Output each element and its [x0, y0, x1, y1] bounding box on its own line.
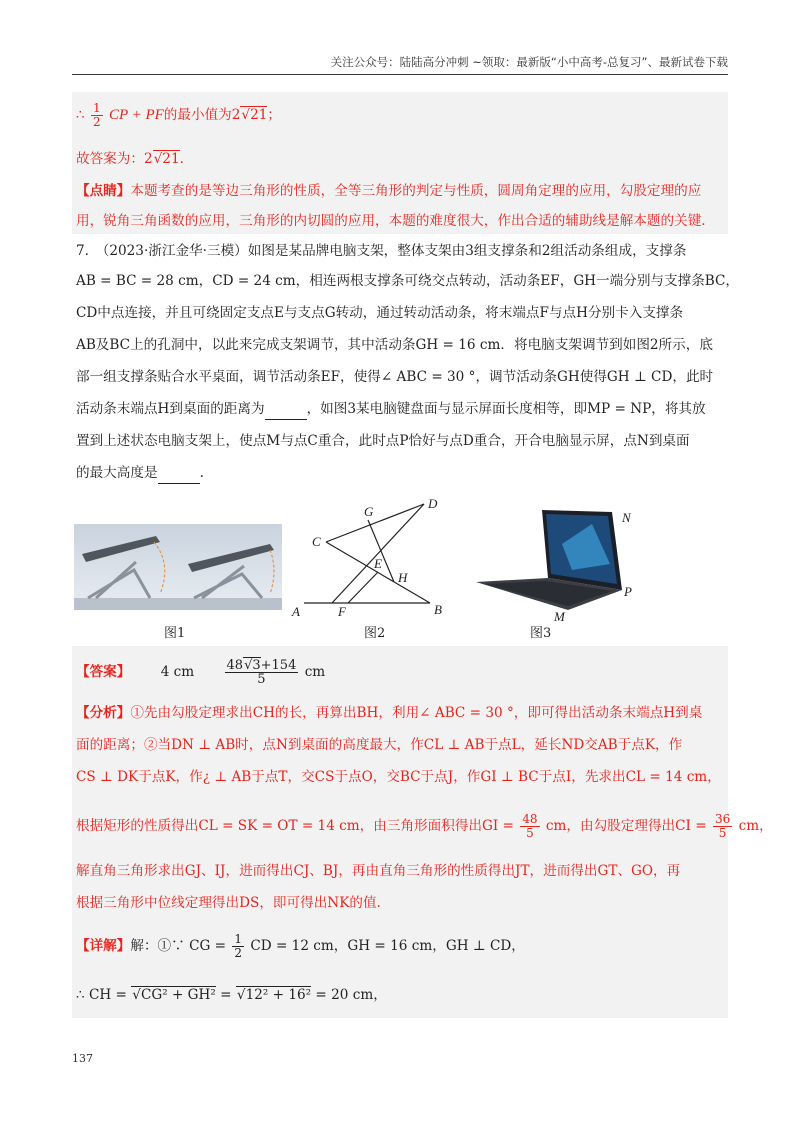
label-h: H: [398, 570, 408, 585]
detail-tag: 【详解】: [76, 938, 131, 954]
detail-line-1: 【详解】解：①∵ CG = $\frac{1}{2}$ CD = 12 cm，GH = 16 cm，GH ⊥ CD，: [76, 932, 525, 960]
problem-line-2: AB = BC = 28 cm，CD = 24 cm，相连两根支撑条可绕交点转动，活动条EF，GH一端分别与支撑条BC，: [76, 273, 740, 289]
label-n: N: [622, 510, 631, 525]
analysis-line-2: 面的距离；②当DN ⊥ AB时，点N到桌面的高度最大，作CL ⊥ AB于点L，延长ND交AB于点K，作: [76, 737, 683, 753]
problem-line-1: 7. （2023·浙江金华·三模）如图是某品牌电脑支架，整体支架由3组支撑条和2组活动条组成，支撑条: [76, 243, 687, 259]
problem-line-5: 部一组支撑条贴合水平桌面，调节活动条EF，使得∠ ABC = 30 °，调节活动条GH使得GH ⊥ CD，此时: [76, 369, 714, 385]
comment-tag: 【点睛】: [76, 183, 131, 199]
line-e-f: [348, 572, 378, 603]
answer-line: 【答案】 4 cm $\frac{48√3+154}{5}$ cm: [76, 658, 326, 687]
fraction-half: $\frac{1}{2}$: [92, 101, 101, 129]
figure-2-caption: 图2: [364, 626, 386, 641]
label-g: G: [364, 504, 374, 519]
analysis-tag: 【分析】: [76, 705, 131, 721]
answer-tag: 【答案】: [76, 664, 131, 680]
analysis-line-5: 解直角三角形求出GJ、IJ，进而得出CJ、BJ，再由直角三角形的性质得出JT，进而得出GT、GO，再: [76, 863, 681, 879]
answer-fraction: $\frac{48√3+154}{5}$: [226, 658, 297, 687]
comment-line-1: 【点睛】本题考查的是等边三角形的性质，全等三角形的判定与性质，圆周角定理的应用，勾股定理的应: [76, 183, 702, 199]
label-b: B: [434, 602, 442, 617]
label-d: D: [428, 496, 438, 511]
label-a: A: [292, 604, 300, 619]
answer-blank-2: [158, 469, 200, 484]
problem-line-3: CD中点连接，并且可绕固定支点E与支点G转动，通过转动活动条，将末端点F与点H分别卡入支撑条: [76, 305, 684, 321]
page-header: 关注公众号：陆陆高分冲刺 ~领取：最新版“小中高考-总复习”、最新试卷下载: [330, 55, 728, 69]
analysis-line-3: CS ⊥ DK于点K，作¿ ⊥ AB于点T，交CS于点O，交BC于点J，作GI ⊥ BC于点I，先求出CL = 14 cm，: [76, 769, 721, 785]
answer-blank-1: [265, 405, 307, 420]
problem-line-8: 的最大高度是 .: [76, 462, 724, 484]
answer-conclusion: 故答案为：2√21.: [76, 151, 184, 167]
detail-line-2: ∴ CH = √CG² + GH² = √12² + 16² = 20 cm，: [76, 987, 387, 1003]
label-m: M: [554, 609, 565, 624]
problem-line-4: AB及BC上的孔洞中，以此来完成支架调节，其中活动条GH = 16 cm．将电脑支架调节到如图2所示，底: [76, 337, 713, 353]
header-rule: [72, 74, 728, 75]
problem-line-6: 活动条末端点H到桌面的距离为 ，如图3某电脑键盘面与显示屏面长度相等，即MP = NP，将其放: [76, 398, 724, 420]
analysis-line-1: 【分析】①先由勾股定理求出CH的长，再算出BH，利用∠ ABC = 30 °，即可得出活动条末端点H到桌: [76, 705, 703, 721]
label-c: C: [312, 534, 321, 549]
label-f: F: [338, 604, 346, 619]
analysis-line-4: 根据矩形的性质得出CL = SK = OT = 14 cm，由三角形面积得出GI = $\frac{48}{5}$ cm，由勾股定理得出CI = $\frac{36}{5}$ cm，: [76, 812, 773, 840]
figure-1-stand-photo: [74, 524, 282, 610]
comment-line-2: 用，锐角三角函数的应用，三角形的内切圆的应用，本题的难度很大，作出合适的辅助线是解本题的关键.: [76, 213, 706, 229]
figure-3-laptop: [472, 504, 642, 622]
figure-1-caption: 图1: [164, 626, 186, 641]
line-g-h: [368, 520, 394, 582]
problem-line-7: 置到上述状态电脑支架上，使点M与点C重合，此时点P恰好与点D重合，开合电脑显示屏，点N到桌面: [76, 433, 690, 449]
label-p: P: [624, 584, 632, 599]
conclusion-line: ∴ $\frac{1}{2}$ CP + PF的最小值为2√21；: [76, 101, 281, 129]
analysis-line-6: 根据三角形中位线定理得出DS，即可得出NK的值.: [76, 895, 381, 911]
figure-3-caption: 图3: [530, 626, 552, 641]
page-number: 137: [72, 1052, 93, 1065]
label-e: E: [374, 556, 382, 571]
sqrt: √21: [241, 107, 268, 123]
